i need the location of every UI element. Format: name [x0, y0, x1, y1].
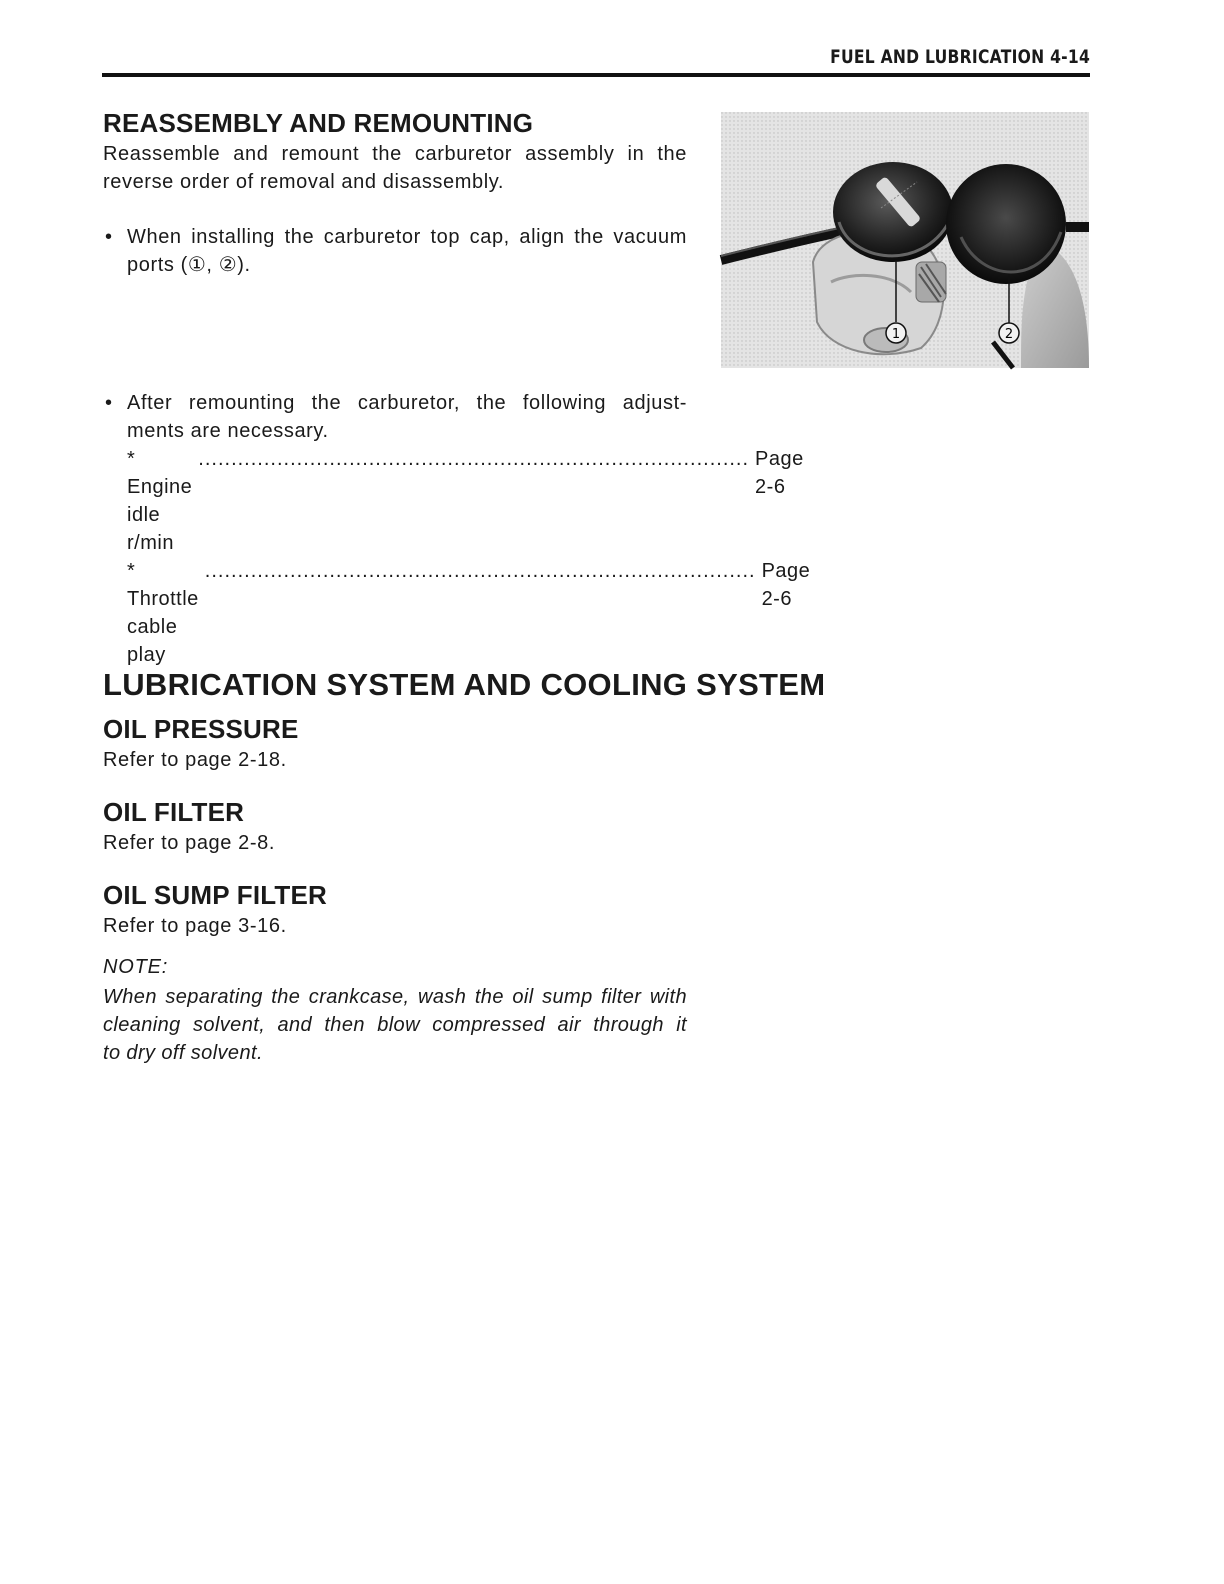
- oil-pressure-text: Refer to page 2-18.: [103, 749, 287, 771]
- adjustment-row-idle: [127, 445, 804, 557]
- adjustment-row-throttle: [127, 557, 811, 669]
- callout-2-label: 2: [1004, 327, 1014, 342]
- dot-leader: ....................................................................................: [198, 448, 750, 470]
- bullet-adjustments: [103, 389, 811, 669]
- reassembly-heading: REASSEMBLY AND REMOUNTING: [103, 108, 534, 138]
- oil-sump-filter-text: Refer to page 3-16.: [103, 915, 287, 937]
- reassembly-intro-line2: reverse order of removal and disassembly.: [103, 171, 505, 193]
- oil-sump-filter-heading: OIL SUMP FILTER: [103, 880, 328, 910]
- oil-filter-heading: OIL FILTER: [103, 797, 245, 827]
- lubrication-heading: LUBRICATION SYSTEM AND COOLING SYSTEM: [103, 667, 826, 702]
- bullet-top-cap-line1: When installing the carburetor top cap, align the vacuum: [127, 226, 687, 248]
- bullet-top-cap: [103, 223, 687, 279]
- note-body: [103, 983, 687, 1067]
- bullet-dot: •: [105, 226, 113, 248]
- bullet-dot: •: [105, 392, 113, 414]
- reassembly-intro-line1: Reassemble and remount the carburetor assembly in the: [103, 143, 687, 165]
- dot-leader: ....................................................................................: [204, 560, 756, 582]
- note-line2: cleaning solvent, and then blow compressed air through it: [103, 1014, 687, 1036]
- adjustment-page: Page 2-6: [761, 560, 811, 610]
- bullet-adjustments-line2: ments are necessary.: [127, 420, 329, 442]
- adjustment-label: * Throttle cable play: [127, 560, 199, 666]
- adjustment-label: * Engine idle r/min: [127, 448, 193, 554]
- bullet-adjustments-line1: After remounting the carburetor, the following adjust-: [127, 392, 687, 414]
- note-line1: When separating the crankcase, wash the oil sump filter with: [103, 986, 687, 1008]
- note-line3: to dry off solvent.: [103, 1042, 263, 1064]
- header-rule: [102, 73, 1090, 77]
- note-label: NOTE:: [103, 956, 169, 978]
- callout-2: [999, 323, 1019, 343]
- callout-1-label: 1: [891, 327, 901, 342]
- oil-filter-text: Refer to page 2-8.: [103, 832, 276, 854]
- bullet-top-cap-line2: ports (①, ②).: [127, 254, 251, 276]
- carburetor-top-cap-photo: [721, 112, 1089, 368]
- callout-1: [886, 323, 906, 343]
- oil-pressure-heading: OIL PRESSURE: [103, 714, 299, 744]
- adjustment-page: Page 2-6: [755, 448, 804, 498]
- reassembly-intro: [103, 140, 687, 196]
- page-header-title: FUEL AND LUBRICATION 4-14: [830, 46, 1090, 68]
